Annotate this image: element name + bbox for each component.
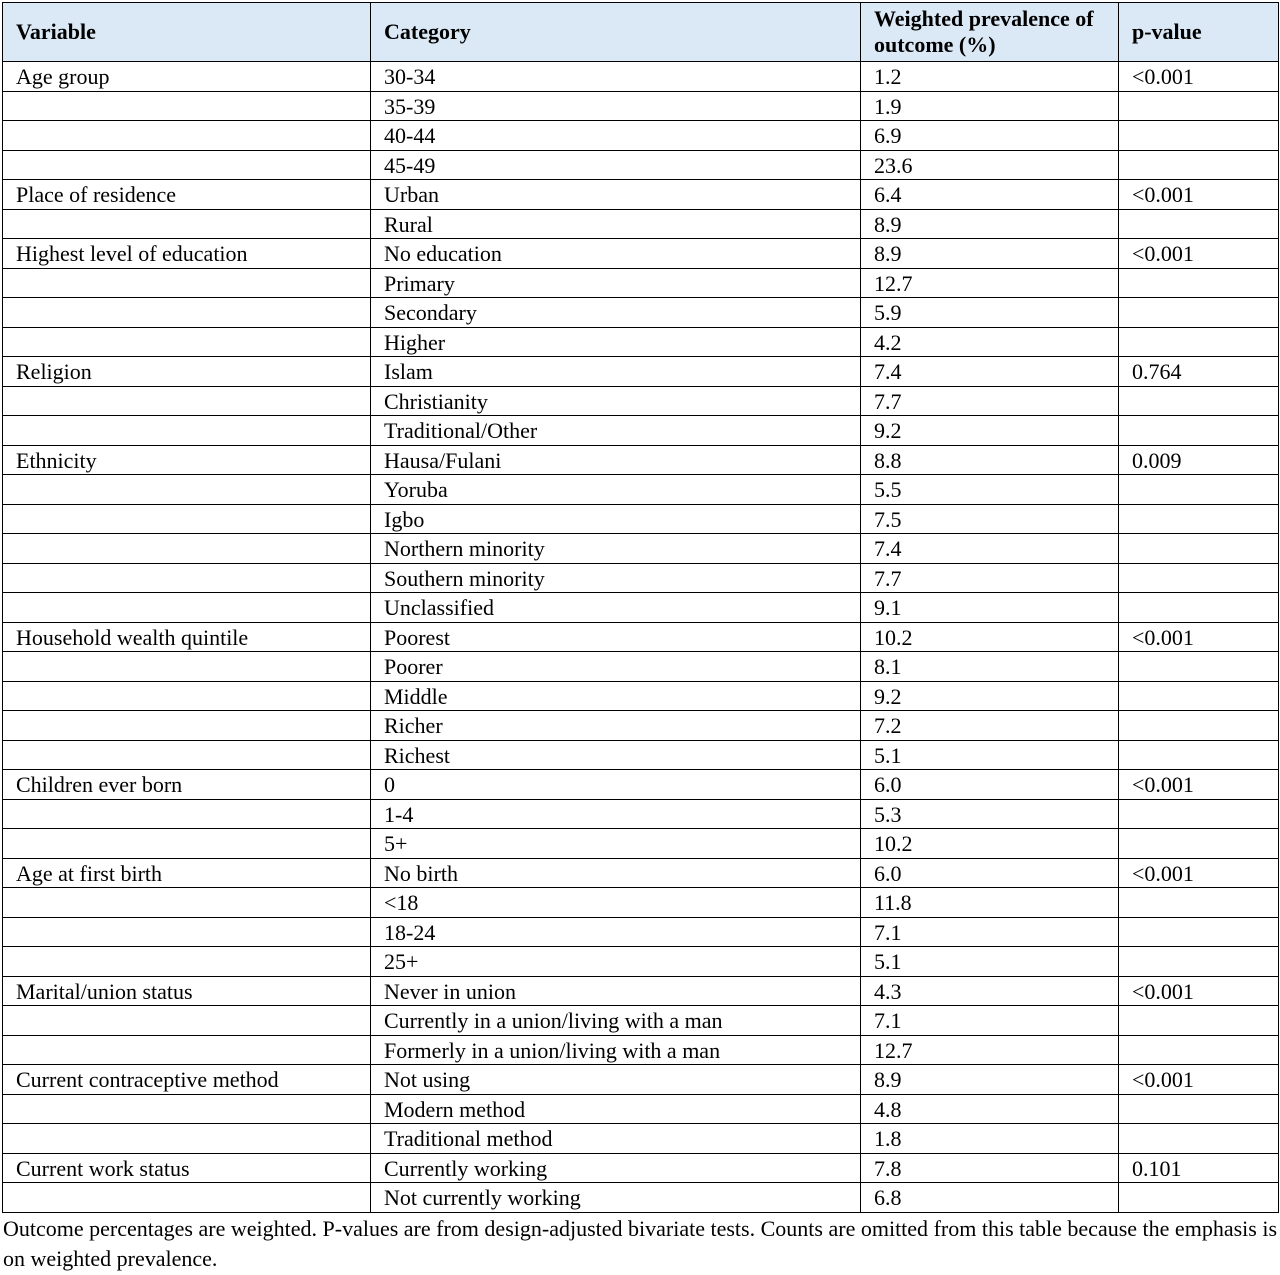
cell-variable (3, 1124, 371, 1154)
cell-variable: Place of residence (3, 180, 371, 210)
cell-variable (3, 829, 371, 859)
cell-prevalence: 4.8 (861, 1094, 1119, 1124)
table-row (3, 593, 1279, 623)
cell-variable (3, 888, 371, 918)
table-row (3, 475, 1279, 505)
cell-p-value (1119, 209, 1279, 239)
cell-category: Middle (371, 681, 861, 711)
cell-p-value (1119, 327, 1279, 357)
cell-variable (3, 593, 371, 623)
cell-variable (3, 327, 371, 357)
table-row (3, 681, 1279, 711)
cell-category: 0 (371, 770, 861, 800)
table-row (3, 711, 1279, 741)
cell-category: Richest (371, 740, 861, 770)
header-row (3, 3, 1279, 62)
cell-category: Richer (371, 711, 861, 741)
cell-prevalence: 4.3 (861, 976, 1119, 1006)
cell-prevalence: 5.3 (861, 799, 1119, 829)
cell-variable (3, 917, 371, 947)
cell-variable: Ethnicity (3, 445, 371, 475)
table-row (3, 268, 1279, 298)
cell-prevalence: 1.2 (861, 62, 1119, 92)
cell-variable (3, 740, 371, 770)
cell-prevalence: 7.2 (861, 711, 1119, 741)
cell-p-value (1119, 593, 1279, 623)
table-row (3, 622, 1279, 652)
cell-variable (3, 475, 371, 505)
cell-p-value (1119, 740, 1279, 770)
cell-prevalence: 7.1 (861, 917, 1119, 947)
cell-variable: Religion (3, 357, 371, 387)
cell-p-value (1119, 386, 1279, 416)
cell-p-value (1119, 829, 1279, 859)
cell-variable (3, 268, 371, 298)
table-row (3, 416, 1279, 446)
table-container (2, 2, 1278, 1213)
cell-prevalence: 7.4 (861, 357, 1119, 387)
cell-prevalence: 10.2 (861, 622, 1119, 652)
cell-prevalence: 6.4 (861, 180, 1119, 210)
cell-prevalence: 8.9 (861, 1065, 1119, 1095)
cell-category: Traditional method (371, 1124, 861, 1154)
table-row (3, 445, 1279, 475)
cell-variable: Age at first birth (3, 858, 371, 888)
cell-prevalence: 11.8 (861, 888, 1119, 918)
table-row (3, 1183, 1279, 1213)
cell-p-value (1119, 1006, 1279, 1036)
cell-category: Christianity (371, 386, 861, 416)
cell-category: <18 (371, 888, 861, 918)
table-row (3, 62, 1279, 92)
cell-prevalence: 8.9 (861, 239, 1119, 269)
cell-p-value (1119, 1124, 1279, 1154)
cell-prevalence: 4.2 (861, 327, 1119, 357)
cell-p-value (1119, 1035, 1279, 1065)
table-row (3, 888, 1279, 918)
cell-p-value: <0.001 (1119, 858, 1279, 888)
header-variable: Variable (3, 3, 371, 62)
cell-variable (3, 563, 371, 593)
cell-category: Not currently working (371, 1183, 861, 1213)
cell-variable (3, 1183, 371, 1213)
table-row (3, 1065, 1279, 1095)
cell-prevalence: 7.7 (861, 563, 1119, 593)
cell-variable: Household wealth quintile (3, 622, 371, 652)
table-body (3, 62, 1279, 1213)
cell-category: Currently in a union/living with a man (371, 1006, 861, 1036)
cell-p-value (1119, 534, 1279, 564)
cell-p-value: <0.001 (1119, 770, 1279, 800)
cell-category: Modern method (371, 1094, 861, 1124)
cell-p-value (1119, 504, 1279, 534)
header-p-value: p-value (1119, 3, 1279, 62)
cell-category: 25+ (371, 947, 861, 977)
cell-variable: Highest level of education (3, 239, 371, 269)
cell-variable (3, 711, 371, 741)
cell-variable (3, 681, 371, 711)
cell-category: Islam (371, 357, 861, 387)
cell-p-value: 0.101 (1119, 1153, 1279, 1183)
cell-p-value: <0.001 (1119, 1065, 1279, 1095)
cell-p-value: <0.001 (1119, 239, 1279, 269)
cell-p-value (1119, 1094, 1279, 1124)
table-row (3, 327, 1279, 357)
cell-variable (3, 91, 371, 121)
cell-variable (3, 150, 371, 180)
cell-category: Rural (371, 209, 861, 239)
table-row (3, 386, 1279, 416)
cell-prevalence: 1.8 (861, 1124, 1119, 1154)
cell-variable (3, 652, 371, 682)
table-row (3, 357, 1279, 387)
cell-prevalence: 8.8 (861, 445, 1119, 475)
cell-variable (3, 1035, 371, 1065)
cell-prevalence: 6.8 (861, 1183, 1119, 1213)
cell-variable (3, 504, 371, 534)
cell-p-value (1119, 888, 1279, 918)
cell-category: 40-44 (371, 121, 861, 151)
cell-p-value (1119, 416, 1279, 446)
cell-p-value (1119, 1183, 1279, 1213)
cell-variable (3, 534, 371, 564)
table-row (3, 1124, 1279, 1154)
cell-p-value (1119, 150, 1279, 180)
cell-category: Hausa/Fulani (371, 445, 861, 475)
cell-category: Poorest (371, 622, 861, 652)
cell-category: Poorer (371, 652, 861, 682)
cell-prevalence: 23.6 (861, 150, 1119, 180)
cell-variable (3, 1094, 371, 1124)
cell-category: 5+ (371, 829, 861, 859)
cell-p-value (1119, 268, 1279, 298)
cell-prevalence: 12.7 (861, 268, 1119, 298)
cell-variable: Age group (3, 62, 371, 92)
cell-category: Secondary (371, 298, 861, 328)
cell-category: Not using (371, 1065, 861, 1095)
cell-p-value: <0.001 (1119, 976, 1279, 1006)
table-row (3, 829, 1279, 859)
table-row (3, 858, 1279, 888)
table-footnote: Outcome percentages are weighted. P-values are from design-adjusted bivariate tests. Counts are omitted from this table because the emphasis is on weighted prevalence. (3, 1216, 1277, 1271)
prevalence-table (2, 2, 1279, 1213)
cell-prevalence: 7.1 (861, 1006, 1119, 1036)
cell-category: No education (371, 239, 861, 269)
cell-prevalence: 12.7 (861, 1035, 1119, 1065)
cell-category: Never in union (371, 976, 861, 1006)
table-row (3, 239, 1279, 269)
cell-p-value: 0.009 (1119, 445, 1279, 475)
table-row (3, 180, 1279, 210)
table-row (3, 976, 1279, 1006)
cell-category: Unclassified (371, 593, 861, 623)
cell-prevalence: 6.0 (861, 770, 1119, 800)
table-row (3, 534, 1279, 564)
cell-variable: Children ever born (3, 770, 371, 800)
header-weighted-prevalence: Weighted prevalence of outcome (%) (861, 3, 1119, 62)
cell-p-value: 0.764 (1119, 357, 1279, 387)
table-row (3, 1006, 1279, 1036)
cell-variable: Current work status (3, 1153, 371, 1183)
cell-p-value (1119, 475, 1279, 505)
cell-p-value (1119, 917, 1279, 947)
cell-p-value (1119, 681, 1279, 711)
cell-prevalence: 7.7 (861, 386, 1119, 416)
cell-variable (3, 209, 371, 239)
cell-category: 1-4 (371, 799, 861, 829)
table-row (3, 740, 1279, 770)
cell-p-value (1119, 91, 1279, 121)
cell-category: No birth (371, 858, 861, 888)
cell-p-value: <0.001 (1119, 622, 1279, 652)
table-row (3, 209, 1279, 239)
cell-category: Southern minority (371, 563, 861, 593)
cell-prevalence: 9.1 (861, 593, 1119, 623)
table-row (3, 770, 1279, 800)
cell-prevalence: 5.5 (861, 475, 1119, 505)
table-row (3, 652, 1279, 682)
cell-category: Formerly in a union/living with a man (371, 1035, 861, 1065)
cell-variable (3, 416, 371, 446)
cell-p-value (1119, 652, 1279, 682)
cell-category: Urban (371, 180, 861, 210)
table-row (3, 563, 1279, 593)
cell-category: Primary (371, 268, 861, 298)
cell-variable (3, 121, 371, 151)
cell-category: 45-49 (371, 150, 861, 180)
cell-p-value (1119, 799, 1279, 829)
table-row (3, 799, 1279, 829)
cell-category: Igbo (371, 504, 861, 534)
cell-p-value (1119, 947, 1279, 977)
cell-category: Higher (371, 327, 861, 357)
cell-variable (3, 947, 371, 977)
table-row (3, 504, 1279, 534)
cell-p-value: <0.001 (1119, 62, 1279, 92)
table-row (3, 947, 1279, 977)
cell-prevalence: 9.2 (861, 681, 1119, 711)
cell-category: 18-24 (371, 917, 861, 947)
cell-category: Currently working (371, 1153, 861, 1183)
cell-prevalence: 5.1 (861, 947, 1119, 977)
table-row (3, 1035, 1279, 1065)
cell-variable (3, 386, 371, 416)
cell-variable: Marital/union status (3, 976, 371, 1006)
cell-category: Northern minority (371, 534, 861, 564)
table-row (3, 1153, 1279, 1183)
table-row (3, 298, 1279, 328)
table-row (3, 917, 1279, 947)
table-row (3, 91, 1279, 121)
cell-p-value: <0.001 (1119, 180, 1279, 210)
cell-prevalence: 7.4 (861, 534, 1119, 564)
cell-prevalence: 1.9 (861, 91, 1119, 121)
cell-category: Traditional/Other (371, 416, 861, 446)
cell-variable (3, 1006, 371, 1036)
cell-category: 35-39 (371, 91, 861, 121)
header-category: Category (371, 3, 861, 62)
cell-p-value (1119, 563, 1279, 593)
table-row (3, 1094, 1279, 1124)
cell-variable (3, 298, 371, 328)
cell-prevalence: 10.2 (861, 829, 1119, 859)
cell-prevalence: 9.2 (861, 416, 1119, 446)
cell-prevalence: 8.1 (861, 652, 1119, 682)
cell-prevalence: 6.9 (861, 121, 1119, 151)
cell-prevalence: 5.1 (861, 740, 1119, 770)
cell-p-value (1119, 121, 1279, 151)
cell-p-value (1119, 711, 1279, 741)
table-row (3, 150, 1279, 180)
cell-prevalence: 7.5 (861, 504, 1119, 534)
cell-prevalence: 5.9 (861, 298, 1119, 328)
cell-variable (3, 799, 371, 829)
cell-variable: Current contraceptive method (3, 1065, 371, 1095)
cell-prevalence: 6.0 (861, 858, 1119, 888)
cell-prevalence: 8.9 (861, 209, 1119, 239)
cell-prevalence: 7.8 (861, 1153, 1119, 1183)
cell-category: 30-34 (371, 62, 861, 92)
cell-category: Yoruba (371, 475, 861, 505)
cell-p-value (1119, 298, 1279, 328)
table-row (3, 121, 1279, 151)
